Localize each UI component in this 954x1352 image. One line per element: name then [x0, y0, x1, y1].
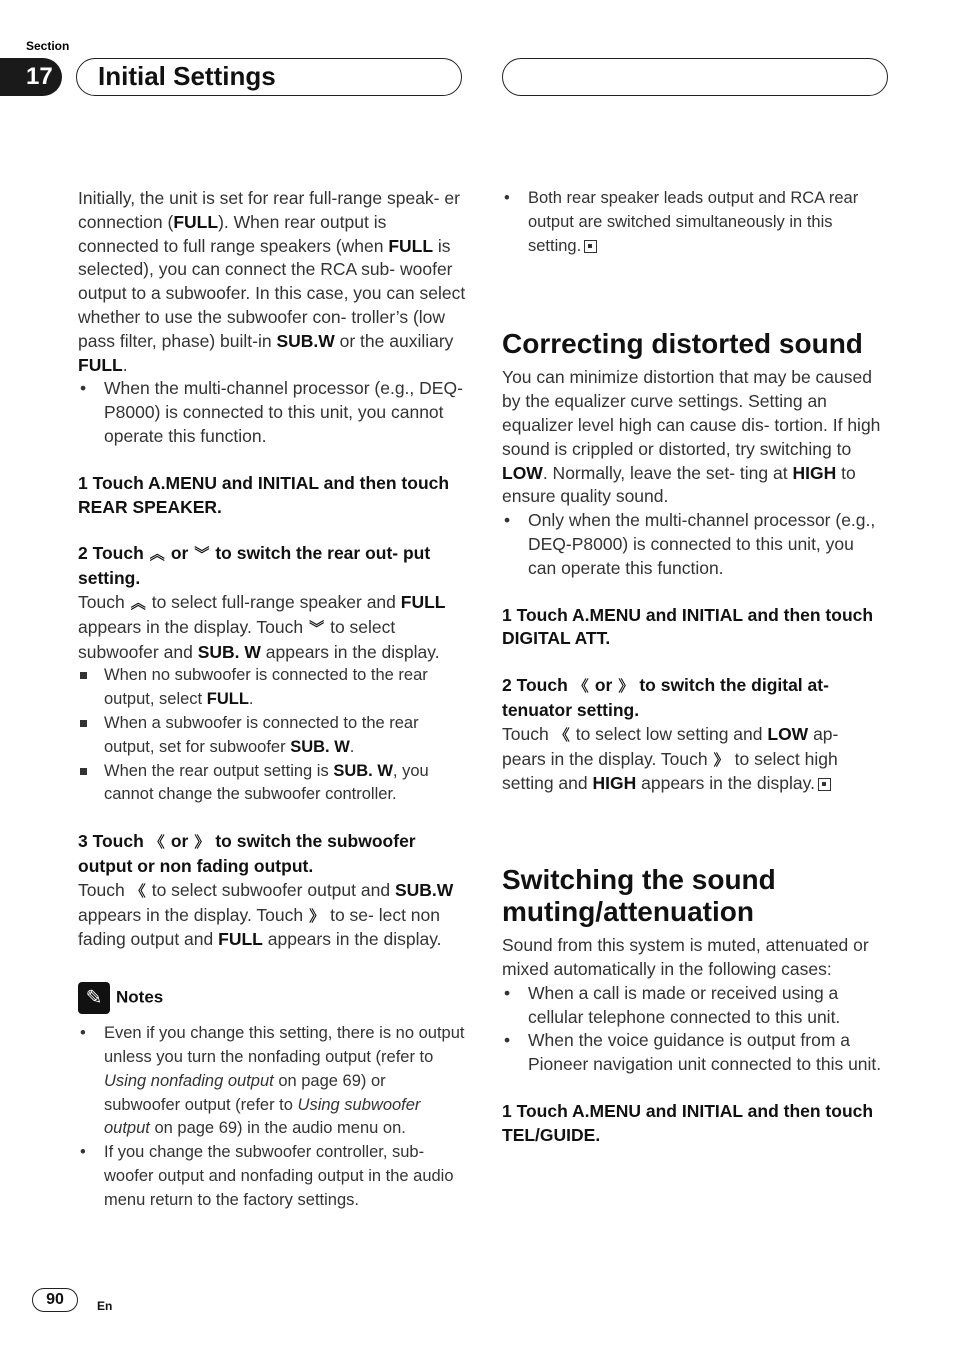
body-paragraph: You can minimize distortion that may be caused by the equalizer curve settings. Setting an equalizer level high can cause dis- tortion. If high sound is crippled or distorted, try switching to LOW. Normally, leave the set- ting at HIGH to ensure quality sound.: [502, 367, 881, 507]
list-item: • Both rear speaker leads output and RCA rear output are switched simultaneously in this setting.: [504, 189, 859, 255]
section-heading: Switching the sound muting/attenuation: [502, 864, 776, 928]
header-right-frame: [502, 58, 888, 96]
step-body: Touch 《 to select subwoofer output and SUB.W appears in the display. Touch 》 to se- lect non fading output and FULL appears in the display.: [78, 879, 454, 950]
double-chevron-down-icon: ︾: [194, 546, 210, 564]
step-heading: 2 Touch 《 or 》 to switch the digital at- tenuator setting.: [502, 675, 829, 720]
page-number: 90: [32, 1288, 78, 1312]
list-item: When a subwoofer is connected to the rear output, set for subwoofer SUB. W.: [78, 712, 466, 760]
left-column: [78, 187, 466, 1212]
body-text: ). When rear output is connected to full range speakers (when: [78, 211, 389, 256]
step-heading: 3 Touch 《 or 》 to switch the subwoofer output or non fading output.: [78, 831, 416, 876]
step-heading: 1 Touch A.MENU and INITIAL and then touch DIGITAL ATT.: [502, 604, 874, 649]
double-chevron-right-icon: 》: [618, 678, 634, 696]
pencil-notes-icon: ✎: [78, 982, 110, 1014]
list-item: • When the multi-channel processor (e.g., DEQ-P8000) is connected to this unit, you cannot operate this function.: [80, 378, 463, 446]
double-chevron-left-icon: 《: [573, 678, 589, 696]
section-number: 17: [0, 58, 62, 96]
emphasis-text: FULL: [78, 354, 123, 375]
end-mark-icon: [584, 240, 597, 253]
list-item: When no subwoofer is connected to the rear output, select FULL.: [78, 664, 466, 712]
step-body: Touch ︽ to select full-range speaker and FULL appears in the display. Touch ︾ to select subwoofer and SUB. W appears in the display.: [78, 591, 446, 662]
body-text: is selected), you can connect the RCA sub- woofer output to a subwoofer. In this case, you can select whether to use the subwoofer con- troller’s (low pass filter, phase) built-in: [78, 235, 466, 351]
emphasis-text: SUB.W: [276, 330, 335, 351]
page-title: Initial Settings: [98, 61, 276, 91]
double-chevron-up-icon: ︽: [149, 546, 165, 564]
list-item: • Even if you change this setting, there is no output unless you turn the nonfading output (refer to Using nonfading output on page 69) or subwoofer output (refer to Using subwoofer output on page 69) in the audio menu on.: [80, 1024, 465, 1138]
double-chevron-up-icon: ︽: [130, 594, 146, 612]
step-heading: 2 Touch ︽ or ︾ to switch the rear out- put setting.: [78, 543, 431, 589]
intro-paragraph: [78, 187, 466, 377]
list-item: • If you change the subwoofer controller, sub- woofer output and nonfading output in the audio menu return to the factory settings.: [80, 1143, 454, 1209]
end-mark-icon: [818, 778, 831, 791]
double-chevron-left-icon: 《: [554, 726, 570, 744]
notes-header: ✎ Notes: [78, 982, 466, 1014]
double-chevron-right-icon: 》: [309, 907, 325, 925]
body-text: or the auxiliary: [334, 330, 454, 351]
body-text: Initially, the unit is set for rear full-range speak- er connection (: [78, 188, 460, 232]
section-heading: Correcting distorted sound: [502, 328, 863, 360]
list-item: • Only when the multi-channel processor (e.g., DEQ-P8000) is connected to this unit, you can operate this function.: [504, 510, 876, 578]
section-label: Section: [26, 39, 70, 53]
body-paragraph: Sound from this system is muted, attenuated or mixed automatically in the following cases:: [502, 935, 869, 979]
emphasis-text: FULL: [173, 211, 219, 232]
emphasis-text: FULL: [388, 235, 434, 256]
step-heading: 1 Touch A.MENU and INITIAL and then touch TEL/GUIDE.: [502, 1100, 874, 1145]
list-item: • When the voice guidance is output from a Pioneer navigation unit connected to this unit.: [504, 1030, 882, 1075]
double-chevron-left-icon: 《: [130, 882, 146, 900]
step-heading: 1 Touch A.MENU and INITIAL and then touch REAR SPEAKER.: [78, 472, 450, 517]
double-chevron-left-icon: 《: [149, 834, 165, 852]
list-item: • When a call is made or received using a cellular telephone connected to this unit.: [504, 982, 841, 1027]
right-column: [502, 187, 886, 1148]
body-text: .: [122, 354, 128, 375]
double-chevron-right-icon: 》: [713, 751, 729, 769]
double-chevron-down-icon: ︾: [309, 619, 325, 637]
double-chevron-right-icon: 》: [194, 834, 210, 852]
step-body: Touch 《 to select low setting and LOW ap- pears in the display. Touch 》 to select high setting and HIGH appears in the display.: [502, 723, 839, 794]
list-item: When the rear output setting is SUB. W, you cannot change the subwoofer controller.: [78, 760, 466, 808]
language-label: En: [97, 1299, 113, 1313]
